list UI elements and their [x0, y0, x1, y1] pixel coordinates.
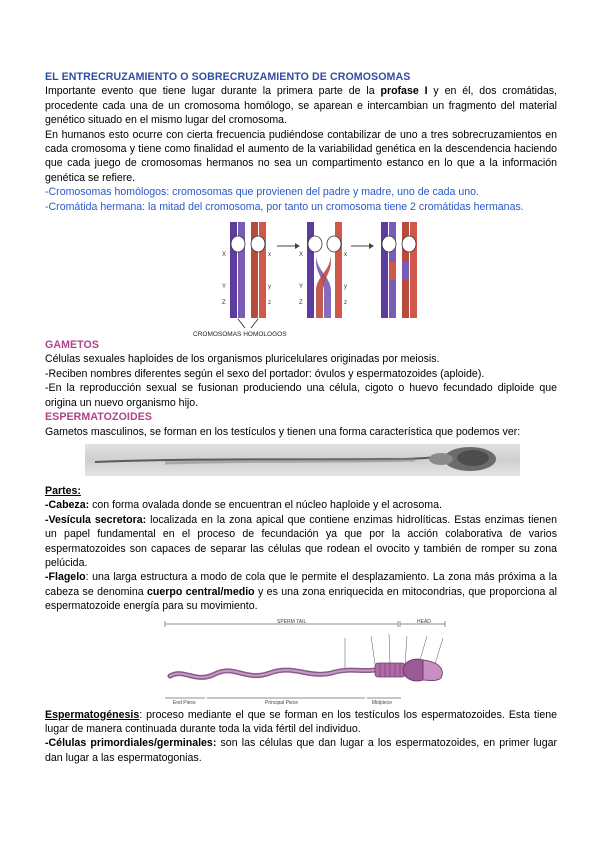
text-cabeza: con forma ovalada donde se encuentran el núcleo haploide y el acrosoma. [89, 499, 442, 512]
text-flagelo-a: : una larga estructura a modo de cola que le permite el desplazamiento. La zona más próxima a la cabeza se denomina [45, 571, 557, 598]
sperm-micrograph [45, 442, 557, 480]
label-x-lower-mid: x [344, 252, 347, 259]
label-sperm-tail: SPERM TAIL [277, 618, 307, 625]
text-espermatogenesis: : proceso mediante el que se forman en los testículos los espermatozoides. Esta tiene lugar de manera continuada durante toda la vida fértil del individuo. [45, 708, 557, 735]
label-end-piece: End Piece [173, 699, 196, 706]
label-celulas: -Células primordiales/germinales: [45, 737, 217, 750]
definition-cromatida: -Cromátida hermana: la mitad del cromosoma, por tanto un cromosoma tiene 2 cromátidas hermanas. [45, 200, 524, 213]
definition-homologos: -Cromosomas homólogos: cromosomas que provienen del padre y madre, uno de cada uno. [45, 186, 479, 199]
label-espermatogenesis: Espermatogénesis [45, 708, 140, 721]
sperm-diagram-figure [45, 618, 557, 706]
label-y-left: Y [222, 284, 227, 291]
label-x-left: X [222, 252, 227, 259]
section-title-entrecruzamiento: EL ENTRECRUZAMIENTO O SOBRECRUZAMIENTO DE CROMOSOMAS [45, 71, 411, 83]
paragraph-entrecruzamiento-1 [45, 84, 557, 127]
part-vesicula [45, 513, 557, 571]
paragraph-gametos-2: -Reciben nombres diferentes según el sexo del portador: óvulos y espermatozoides (aploide). [45, 367, 485, 380]
label-flagelo: -Flagelo [45, 571, 86, 584]
caption-arrows [238, 319, 258, 328]
parts-heading [45, 484, 557, 498]
label-midpiece: Midpiece [372, 699, 393, 706]
paragraph-espermatogenesis [45, 708, 557, 737]
arrow-right-icon [351, 243, 374, 249]
figure-caption: CROMOSOMAS HOMOLOGOS [193, 331, 287, 337]
label-principal-piece: Principal Piece [265, 699, 299, 706]
text-span: y en él, dos cromátidas, procedente cada una de un cromosoma homólogo, se aparean e intercambian un fragmento del material genético situado en el mismo lugar del cromosoma. [45, 85, 558, 127]
label-vesicula: -Vesícula secretora: [45, 513, 147, 526]
crossing-over-diagram [45, 216, 557, 336]
chromosome-pair-before [230, 222, 266, 318]
label-y-mid: Y [299, 284, 304, 291]
paragraph-celulas-primordiales [45, 736, 557, 765]
crossing-over-figure [45, 216, 557, 336]
label-cabeza: -Cabeza: [45, 499, 90, 512]
part-flagelo [45, 570, 557, 613]
label-x-lower-left: x [268, 252, 271, 259]
label-y-lower-left: y [268, 284, 271, 291]
text-celulas: son las células que dan lugar a los espermatozoides, en primer lugar dan lugar a las espermatogonias. [45, 737, 558, 764]
section-title-espermatozoides: ESPERMATOZOIDES [45, 411, 153, 424]
text-vesicula: localizada en la zona apical que contiene enzimas hidrolíticas. Estas enzimas tienen un papel fundamental en el proceso de fecundación ya que por la acción colaborativa de varios espermatozoides son capaces de separar las células que rodean el ovocito y también de romper su zona pelúcida. [45, 513, 557, 569]
paragraph-entrecruzamiento-2: En humanos esto ocurre con cierta frecuencia pudiéndose contabilizar de uno a tres sobrecruzamientos en cada cromosoma y tiene como finalidad el aumento de la variabilidad genética en la descendencia haciendo que cada juego de cromosomas hermanos no sea un compartimento estanco en lo que a la información genética se refiere. [45, 128, 557, 184]
label-z-left: Z [222, 300, 226, 307]
section-title-gametos: GAMETOS [45, 339, 100, 352]
chromosome-pair-crossing [307, 222, 342, 318]
text-flagelo-b: y es una zona enriquecida en mitocondrias, que proporciona al espermatozoide energía para su movimiento. [45, 585, 557, 613]
paragraph-gametos-3: -En la reproducción sexual se fusionan produciendo una célula, cigoto o huevo fecundado diploide que origina un nuevo organismo hijo. [45, 382, 557, 409]
label-head: HEAD [417, 618, 431, 625]
arrow-right-icon [277, 243, 300, 249]
chromosome-pair-after [381, 222, 417, 318]
label-y-lower-mid: y [344, 284, 347, 291]
text-span: Importante evento que tiene lugar durante la primera parte de la [45, 85, 381, 98]
label-z-lower-mid: z [344, 300, 347, 307]
label-x-mid: X [299, 252, 304, 259]
sperm-anatomy-diagram [45, 618, 557, 706]
label-z-lower-left: z [268, 300, 271, 307]
parts-heading-text: Partes: [45, 484, 81, 497]
bold-profase: profase I [380, 85, 428, 98]
sperm-photo-figure [45, 442, 557, 480]
bold-cuerpo-central: cuerpo central/medio [147, 585, 255, 598]
label-z-mid: Z [299, 300, 303, 307]
paragraph-espermatozoides-intro: Gametos masculinos, se forman en los testículos y tienen una forma característica que podemos ver: [45, 425, 521, 438]
part-cabeza [45, 498, 557, 512]
paragraph-gametos-1: Células sexuales haploides de los organismos pluricelulares originadas por meiosis. [45, 353, 440, 366]
document-page [45, 70, 557, 765]
